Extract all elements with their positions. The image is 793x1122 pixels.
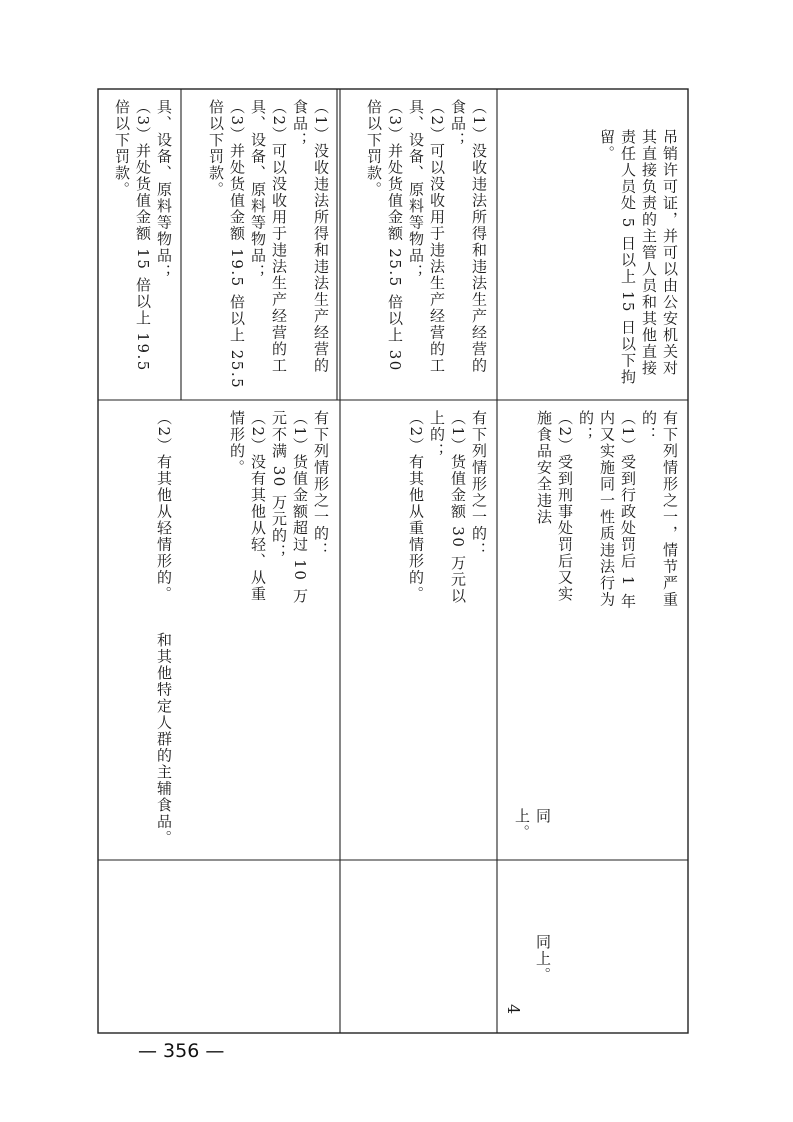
cell-prev-penalty [100,91,180,398]
penalty-text: 吊销许可证，并可以由公安机关对其直接负责的主管人员和其他直接责任人员处 5 日以上 15 日以下拘留。 [598,129,679,386]
cell-row4-penalty [499,91,686,398]
cell-row4-item [499,800,559,858]
item-text: 同上。 [513,808,552,841]
basis-text: 同上。 [534,934,552,984]
circumstance-text: 有下列情形之一的： （1）货值金额 30 万元以上的； （2）有其他从重情形的。 [407,410,488,605]
cell-row4-index [500,996,530,1032]
cell-prevc-circumstance [342,402,495,622]
cell-prevc-penalty [342,91,495,398]
penalty-text: （1）没收违法所得和违法生产经营的食品； （2）可以没收用于违法生产经营的工具、设备、原料等物品； （3）并处货值金额 25.5 倍以上 30 倍以下罚款。 [365,99,488,375]
circumstance-text: 有下列情形之一，情节严重的： （1）受到行政处罚后 1 年内又实施同一性质违法行为的； （2）受到刑事处罚后又实施食品安全违法 [535,410,679,610]
cell-prevb-penalty [183,91,337,398]
item-text: 和其他特定人群的主辅食品。 [155,632,173,847]
cell-prev-circumstance [100,402,180,622]
cell-prevb-circumstance [183,402,337,622]
cell-prev-item [100,624,180,858]
circumstance-text: （2）有其他从轻情形的。 [155,410,173,603]
penalty-text: （1）没收违法所得和违法生产经营的食品； （2）可以没收用于违法生产经营的工具、设备、原料等物品； （3）并处货值金额 19.5 倍以上 25.5 倍以下罚款。 [207,99,330,390]
cell-row4-circumstance [499,402,686,622]
page-number: — 356 — [138,1040,225,1062]
circumstance-text: 有下列情形之一的： （1）货值金额超过 10 万元不满 30 万元的； （2）没有其他从轻、从重情形的。 [228,410,330,605]
row-number: 4 [504,1004,523,1016]
penalty-text: 具、设备、原料等物品； （3）并处货值金额 15 倍以上 19.5 倍以下罚款。 [113,99,173,372]
